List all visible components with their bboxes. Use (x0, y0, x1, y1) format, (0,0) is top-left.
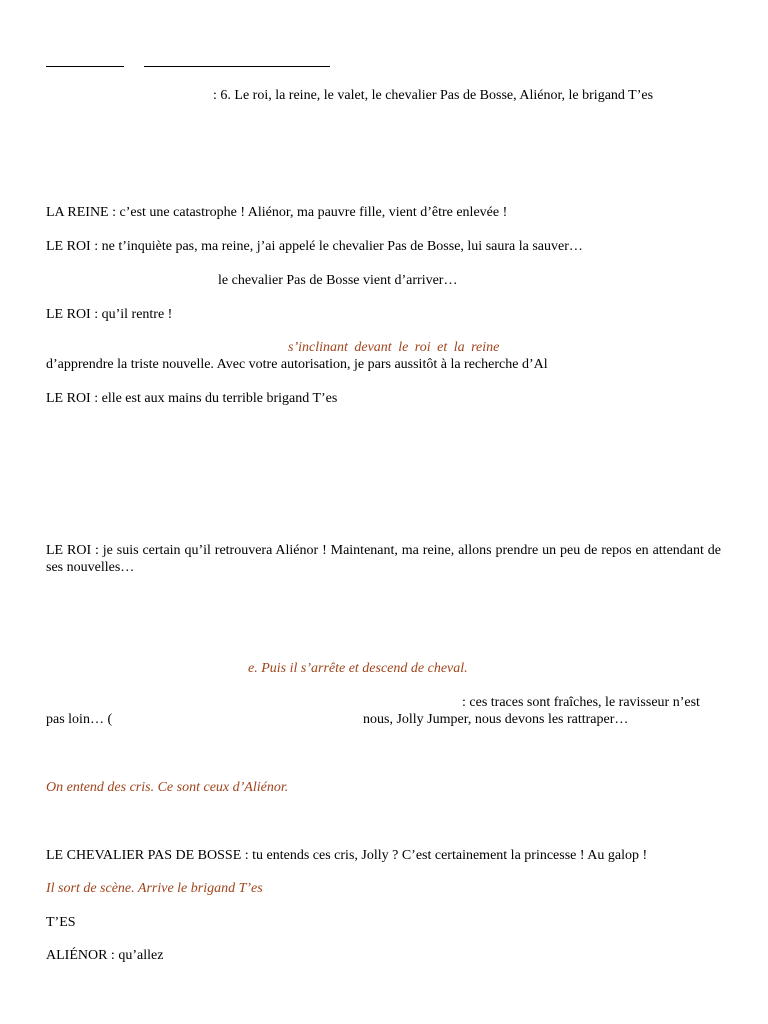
line-knight-arrives: le chevalier Pas de Bosse vient d’arriver… (218, 273, 458, 288)
line-knight-traces-c: nous, Jolly Jumper, nous devons les rattraper… (363, 712, 629, 727)
line-knight-traces-a: : ces traces sont fraîches, le ravisseur n’est (462, 695, 700, 710)
cast-line: : 6. Le roi, la reine, le valet, le chevalier Pas de Bosse, Aliénor, le brigand T’es (213, 88, 654, 103)
line-knight-gallop: LE CHEVALIER PAS DE BOSSE : tu entends ces cris, Jolly ? C’est certainement la princesse ! Au galop ! (46, 848, 648, 863)
stage-direction-cries: On entend des cris. Ce sont ceux d’Aliénor. (46, 780, 289, 795)
stage-direction-dismount: e. Puis il s’arrête et descend de cheval. (248, 661, 468, 676)
line-tes: T’ES (46, 915, 76, 930)
stage-direction-bowing: s’inclinant devant le roi et la reine (288, 340, 500, 355)
line-queen-catastrophe: LA REINE : c’est une catastrophe ! Aliénor, ma pauvre fille, vient d’être enlevée ! (46, 205, 508, 220)
line-king-let-in: LE ROI : qu’il rentre ! (46, 307, 173, 322)
line-king-brigand: LE ROI : elle est aux mains du terrible brigand T’es (46, 391, 338, 406)
line-knight-reply: d’apprendre la triste nouvelle. Avec votre autorisation, je pars aussitôt à la recherche d’Al (46, 357, 548, 372)
line-knight-traces-b: pas loin… ( (46, 712, 113, 727)
stage-direction-exit: Il sort de scène. Arrive le brigand T’es (46, 881, 263, 896)
header-rule-right (144, 66, 330, 67)
header-rule-left (46, 66, 124, 67)
line-king-reassure: LE ROI : ne t’inquiète pas, ma reine, j’ai appelé le chevalier Pas de Bosse, lui saura la sauver… (46, 239, 583, 254)
line-king-confident: LE ROI : je suis certain qu’il retrouvera Aliénor ! Maintenant, ma reine, allons prendre un peu de repos en attendant de ses nouvelles… (46, 543, 721, 575)
line-alienor: ALIÉNOR : qu’allez (46, 948, 164, 963)
